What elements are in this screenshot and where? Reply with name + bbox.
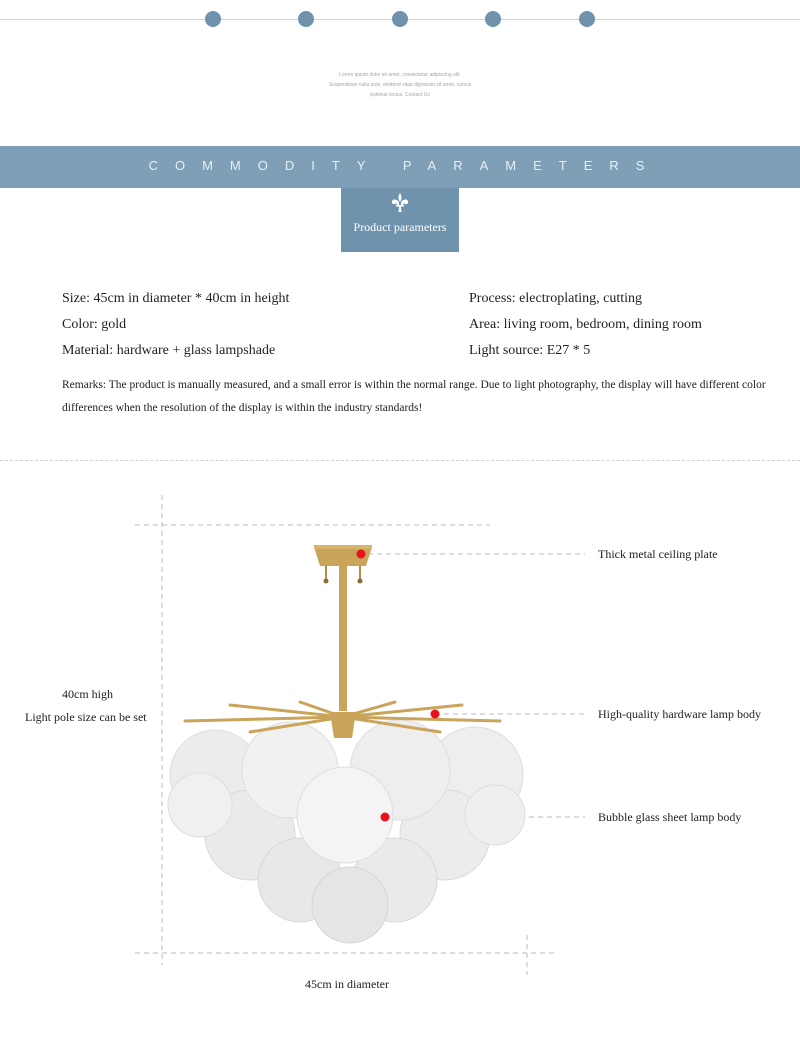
param-size: Size: 45cm in diameter * 40cm in height: [62, 291, 290, 306]
param-material: Material: hardware + glass lampshade: [62, 343, 276, 358]
glass-marker: [381, 813, 390, 822]
badge-label: Product parameters: [353, 220, 447, 234]
lamp-body-hub: [330, 712, 356, 738]
decor-dot: [485, 11, 501, 27]
param-process: Process: electroplating, cutting: [469, 291, 643, 306]
diameter-label: 45cm in diameter: [305, 977, 389, 991]
decor-dot: [205, 11, 221, 27]
callout-lamp-body: High-quality hardware lamp body: [598, 707, 761, 721]
fleur-de-lis-icon: [389, 192, 411, 214]
decor-dot: [392, 11, 408, 27]
lorem-text: Lorem ipsum dolor sit amet, consectetur adipiscing elit. Suspendisse nulla ante, eleifend vitae dignissim sit amet, cursus pulvinar lectus. Contact Us: [328, 72, 472, 98]
body-marker: [431, 710, 440, 719]
pole-size-label: Light pole size can be set: [25, 710, 147, 724]
banner-title: COMMODITY PARAMETERS: [148, 158, 662, 173]
light-pole: [339, 566, 347, 711]
decor-dot: [579, 11, 595, 27]
ceiling-plate-rim: [314, 545, 372, 549]
glass-discs: [168, 720, 525, 943]
param-color: Color: gold: [62, 317, 127, 332]
height-label: 40cm high: [62, 687, 113, 701]
callout-ceiling-plate: Thick metal ceiling plate: [598, 547, 718, 561]
remarks-text: Remarks: The product is manually measured, and a small error is within the normal range. Due to light photography, the display will have different color differences when the resolution of the display is within the industry standards!: [62, 379, 766, 414]
param-area: Area: living room, bedroom, dining room: [469, 317, 702, 332]
section-divider: [0, 460, 800, 461]
callout-glass-body: Bubble glass sheet lamp body: [598, 810, 742, 824]
decor-dot: [298, 11, 314, 27]
param-light-source: Light source: E27 * 5: [469, 343, 591, 358]
plate-marker: [357, 550, 366, 559]
